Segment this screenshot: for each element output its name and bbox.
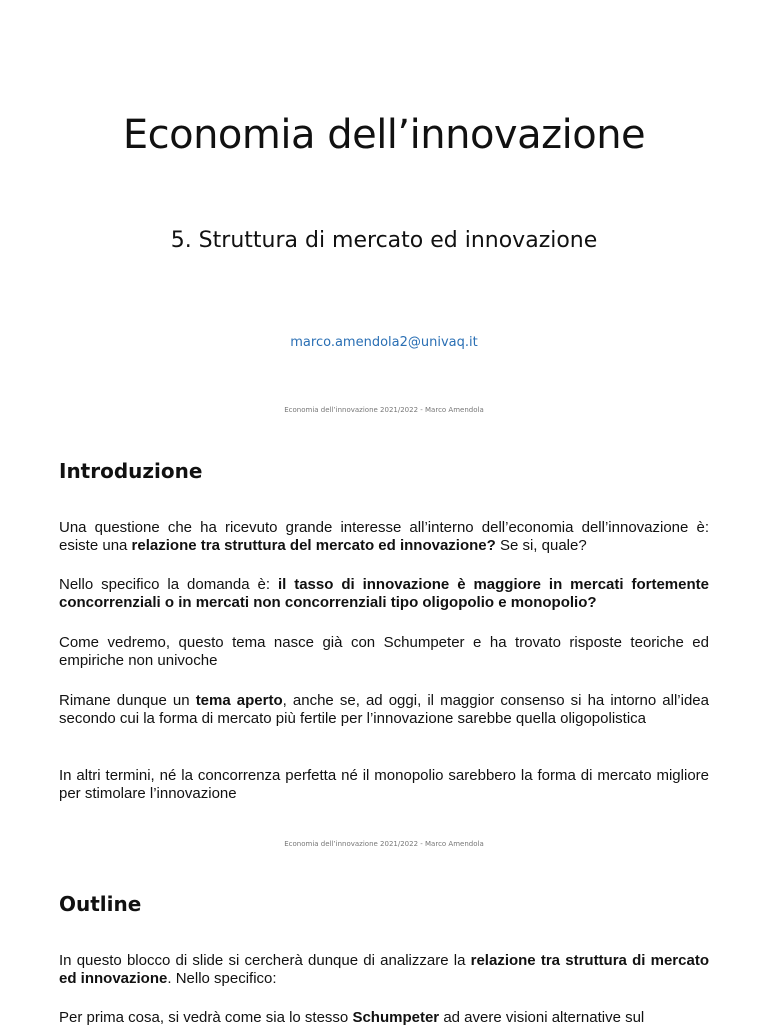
slide-footer: Economia dell’innovazione 2021/2022 - Marco Amendola — [284, 406, 484, 414]
paragraph: Come vedremo, questo tema nasce già con Schumpeter e ha trovato risposte teoriche ed empiriche non univoche — [59, 634, 709, 669]
section-heading-outline: Outline — [59, 892, 142, 916]
section-heading-introduzione: Introduzione — [59, 459, 203, 483]
paragraph: Per prima cosa, si vedrà come sia lo stesso Schumpeter ad avere visioni alternative sul — [59, 1009, 645, 1026]
slide-footer: Economia dell’innovazione 2021/2022 - Marco Amendola — [284, 840, 484, 848]
slide-subtitle: 5. Struttura di mercato ed innovazione — [170, 228, 598, 253]
paragraph: In questo blocco di slide si cercherà dunque di analizzare la relazione tra struttura di mercato ed innovazione. Nello specifico: — [59, 952, 709, 987]
slide-title: Economia dell’innovazione — [122, 112, 646, 158]
paragraph: Nello specifico la domanda è: il tasso di innovazione è maggiore in mercati fortemente concorrenziali o in mercati non concorrenziali tipo oligopolio e monopolio? — [59, 576, 709, 611]
paragraph: In altri termini, né la concorrenza perfetta né il monopolio sarebbero la forma di mercato migliore per stimolare l’innovazione — [59, 767, 709, 802]
paragraph: Una questione che ha ricevuto grande interesse all’interno dell’economia dell’innovazione è: esiste una relazione tra struttura del mercato ed innovazione? Se si, quale? — [59, 519, 709, 554]
email-link[interactable]: marco.amendola2@univaq.it — [290, 335, 478, 350]
paragraph: Rimane dunque un tema aperto, anche se, ad oggi, il maggior consenso si ha intorno all’idea secondo cui la forma di mercato più fertile per l’innovazione sarebbe quella oligopolistica — [59, 692, 709, 727]
